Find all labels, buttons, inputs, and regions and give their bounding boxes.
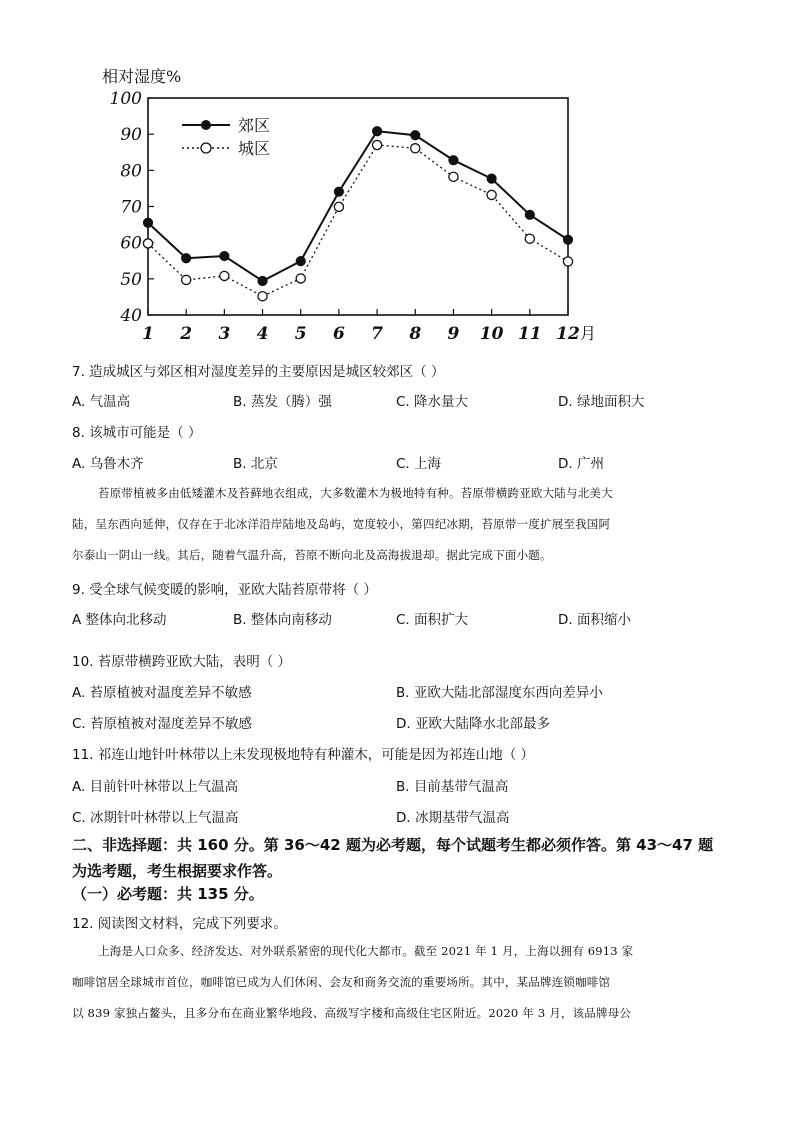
x-tick-label: 12 (556, 324, 580, 344)
q10-option-a[interactable]: A. 苔原植被对温度差异不敏感 (72, 685, 252, 701)
legend (182, 116, 270, 158)
question-7-stem: 7. 造成城区与郊区相对湿度差异的主要原因是城区较郊区（ ） (72, 364, 445, 380)
x-tick-label: 10 (479, 324, 504, 344)
q8-option-d[interactable]: D. 广州 (558, 456, 604, 472)
y-axis-label: 相对湿度% (102, 67, 182, 86)
question-12-stem: 12. 阅读图文材料，完成下列要求。 (72, 916, 287, 932)
data-point-suburb (220, 251, 229, 260)
tundra-passage-line-2: 陆，呈东西向延伸，仅存在于北冰洋沿岸陆地及岛屿，宽度较小，第四纪冰期，苔原带一度扩展至我国阿 (72, 517, 611, 531)
y-tick-label: 100 (109, 89, 142, 109)
series-line-suburb (148, 131, 568, 281)
data-point-suburb (563, 235, 572, 244)
series-line-urban (148, 145, 568, 296)
legend-suburb-marker (201, 120, 211, 130)
q8-option-a[interactable]: A. 乌鲁木齐 (72, 456, 144, 472)
tundra-passage-line-1: 苔原带植被多由低矮灌木及苔藓地衣组成，大多数灌木为极地特有种。苔原带横跨亚欧大陆与北美大 (98, 486, 613, 500)
plot-frame (148, 98, 568, 315)
data-point-suburb (411, 131, 420, 140)
shanghai-passage-line-3: 以 839 家独占鳌头，且多分布在商业繁华地段、高级写字楼和高级住宅区附近。2020 年 3 月，该品牌母公 (72, 1006, 632, 1020)
x-tick-label: 2 (180, 324, 193, 344)
y-tick-label: 80 (120, 161, 142, 182)
q9-option-c[interactable]: C. 面积扩大 (396, 612, 469, 628)
data-point-suburb (449, 156, 458, 165)
q11-option-c[interactable]: C. 冰期针叶林带以上气温高 (72, 810, 239, 826)
question-11-stem: 11. 祁连山地针叶林带以上未发现极地特有种灌木，可能是因为祁连山地（ ） (72, 747, 535, 763)
q9-option-b[interactable]: B. 整体向南移动 (233, 612, 332, 628)
y-tick-label: 70 (120, 197, 142, 218)
q10-option-d[interactable]: D. 亚欧大陆降水北部最多 (396, 716, 550, 732)
subsection-heading: （一）必考题：共 135 分。 (72, 885, 264, 903)
data-point-urban (334, 202, 343, 211)
question-10-stem: 10. 苔原带横跨亚欧大陆，表明（ ） (72, 654, 292, 670)
data-point-urban (449, 172, 458, 181)
data-point-urban (563, 257, 572, 266)
section-heading-line-2: 为选考题，考生根据要求作答。 (72, 862, 283, 880)
q11-option-d[interactable]: D. 冰期基带气温高 (396, 810, 510, 826)
q9-option-d[interactable]: D. 面积缩小 (558, 612, 631, 628)
data-point-urban (411, 144, 420, 153)
q11-option-b[interactable]: B. 目前基带气温高 (396, 779, 509, 795)
y-tick-label: 90 (120, 125, 142, 146)
data-point-urban (487, 190, 496, 199)
x-tick-label: 1 (142, 324, 154, 344)
legend-urban-label: 城区 (238, 139, 271, 158)
data-point-suburb (487, 174, 496, 183)
data-point-urban (258, 292, 267, 301)
x-tick-label: 8 (409, 324, 422, 344)
x-tick-label: 3 (218, 324, 231, 344)
q8-option-b[interactable]: B. 北京 (233, 456, 278, 472)
data-point-suburb (143, 218, 152, 227)
x-tick-label: 7 (371, 324, 384, 344)
legend-suburb-label: 郊区 (238, 116, 271, 135)
humidity-line-chart (90, 60, 610, 350)
y-tick-label: 60 (120, 233, 142, 254)
data-point-urban (372, 140, 381, 149)
section-heading-line-1: 二、非选择题：共 160 分。第 36～42 题为必考题，每个试题考生都必须作答。第 43～47 题 (72, 836, 714, 854)
x-tick-label: 11 (517, 324, 542, 344)
q7-option-c[interactable]: C. 降水量大 (396, 394, 469, 410)
data-point-urban (220, 271, 229, 280)
q7-option-b[interactable]: B. 蒸发（腾）强 (233, 394, 332, 410)
question-8-stem: 8. 该城市可能是（ ） (72, 425, 202, 441)
tundra-passage-line-3: 尔泰山一阴山一线。其后，随着气温升高，苔原不断向北及高海拔退却。据此完成下面小题。 (72, 548, 552, 562)
x-tick-label: 9 (447, 324, 460, 344)
data-point-urban (182, 275, 191, 284)
data-point-urban (143, 239, 152, 248)
q8-option-c[interactable]: C. 上海 (396, 456, 442, 472)
data-point-suburb (258, 276, 267, 285)
x-axis-unit: 月 (580, 324, 597, 343)
shanghai-passage-line-1: 上海是人口众多、经济发达、对外联系紧密的现代化大都市。截至 2021 年 1 月，上海以拥有 6913 家 (98, 944, 634, 958)
q10-option-c[interactable]: C. 苔原植被对湿度差异不敏感 (72, 716, 253, 732)
q7-option-a[interactable]: A. 气温高 (72, 394, 131, 410)
q10-option-b[interactable]: B. 亚欧大陆北部湿度东西向差异小 (396, 685, 603, 701)
shanghai-passage-line-2: 咖啡馆居全球城市首位，咖啡馆已成为人们休闲、会友和商务交流的重要场所。其中，某品牌连锁咖啡馆 (72, 975, 611, 989)
data-point-urban (296, 274, 305, 283)
y-tick-label: 50 (120, 269, 142, 290)
x-tick-label: 5 (294, 324, 307, 344)
data-point-urban (525, 234, 534, 243)
legend-urban-marker (201, 143, 211, 153)
q9-option-a[interactable]: A 整体向北移动 (72, 612, 167, 628)
question-9-stem: 9. 受全球气候变暖的影响，亚欧大陆苔原带将（ ） (72, 582, 377, 598)
data-point-suburb (296, 257, 305, 266)
x-tick-label: 4 (256, 324, 269, 344)
data-point-suburb (182, 254, 191, 263)
q11-option-a[interactable]: A. 目前针叶林带以上气温高 (72, 779, 239, 795)
data-point-suburb (372, 127, 381, 136)
y-tick-label: 40 (120, 306, 142, 326)
data-point-suburb (525, 210, 534, 219)
q7-option-d[interactable]: D. 绿地面积大 (558, 394, 645, 410)
data-point-suburb (334, 187, 343, 196)
x-tick-label: 6 (332, 324, 345, 344)
